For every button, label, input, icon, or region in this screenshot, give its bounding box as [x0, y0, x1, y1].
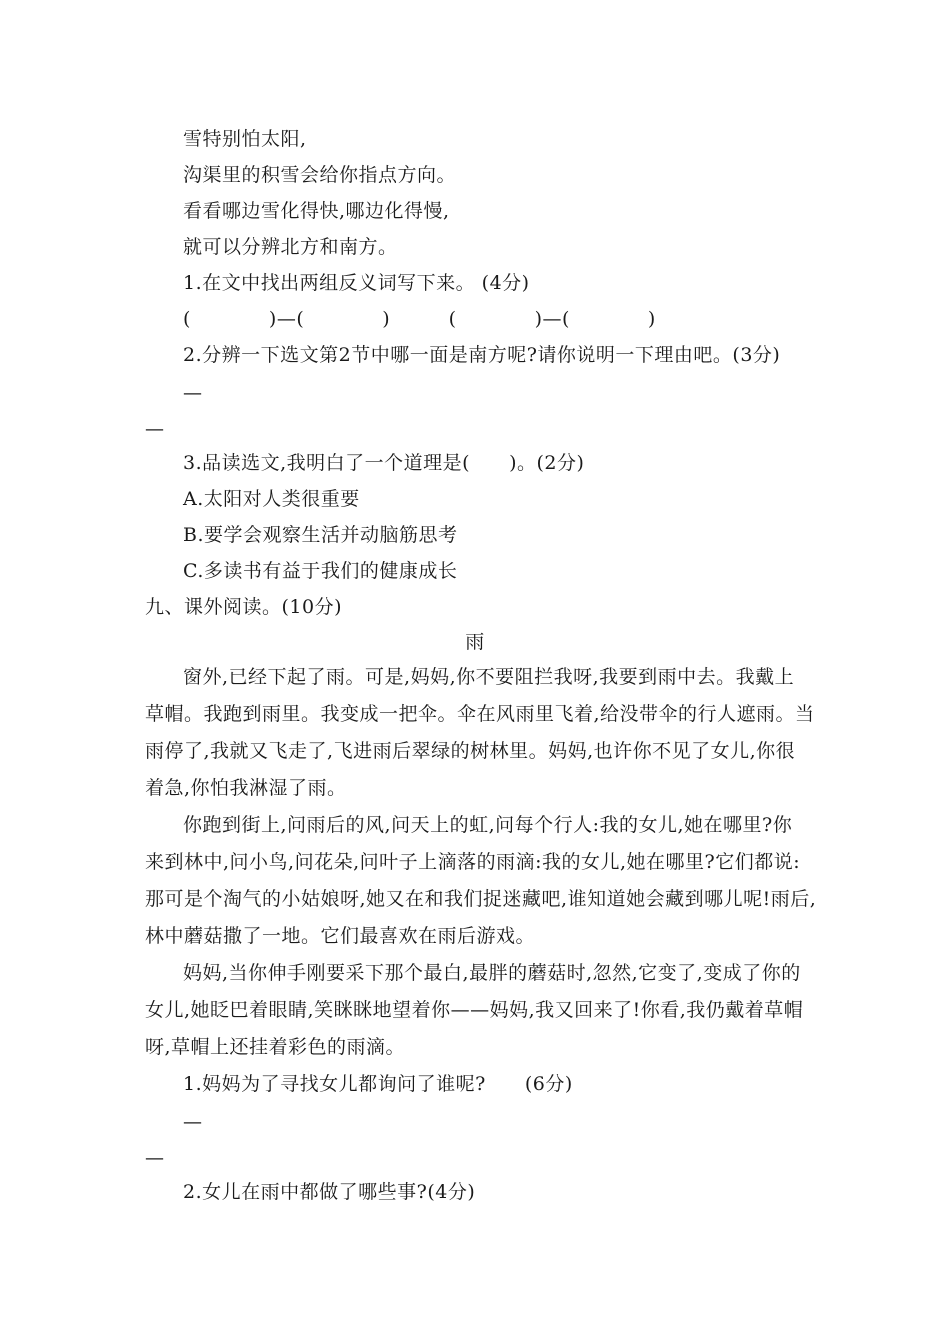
poem-line-3: 看看哪边雪化得快,哪边化得慢,	[183, 200, 450, 222]
option-a[interactable]: A.太阳对人类很重要	[183, 488, 360, 510]
passage-line-9: 妈妈,当你伸手刚要采下那个最白,最胖的蘑菇时,忽然,它变了,变成了你的	[183, 962, 801, 984]
passage-line-4: 着急,你怕我淋湿了雨。	[145, 777, 347, 799]
passage-line-7: 那可是个淘气的小姑娘呀,她又在和我们捉迷藏吧,谁知道她会藏到哪儿呢!雨后,	[145, 888, 817, 910]
question-3: 3.品读选文,我明白了一个道理是( )。(2分)	[183, 452, 585, 474]
question-1: 1.在文中找出两组反义词写下来。 (4分)	[183, 272, 530, 294]
passage-line-2: 草帽。我跑到雨里。我变成一把伞。伞在风雨里飞着,给没带伞的行人遮雨。当	[145, 703, 815, 725]
passage-line-8: 林中蘑菇撒了一地。它们最喜欢在雨后游戏。	[145, 925, 536, 947]
passage-line-1: 窗外,已经下起了雨。可是,妈妈,你不要阻拦我呀,我要到雨中去。我戴上	[183, 666, 795, 688]
question-2: 2.分辨一下选文第2节中哪一面是南方呢?请你说明一下理由吧。(3分)	[183, 344, 781, 366]
poem-line-2: 沟渠里的积雪会给你指点方向。	[183, 164, 457, 186]
passage-title: 雨	[465, 631, 485, 653]
passage-line-5: 你跑到街上,问雨后的风,问天上的虹,问每个行人:我的女儿,她在哪里?你	[183, 814, 793, 836]
poem-line-4: 就可以分辨北方和南方。	[183, 236, 398, 258]
answer-line-r1-a[interactable]: —	[183, 1111, 203, 1133]
poem-line-1: 雪特别怕太阳,	[183, 128, 307, 150]
answer-line-q2-a[interactable]: —	[183, 382, 203, 404]
answer-line-r1-b[interactable]: —	[145, 1147, 165, 1169]
section-heading: 九、课外阅读。(10分)	[145, 596, 343, 618]
option-c[interactable]: C.多读书有益于我们的健康成长	[183, 560, 458, 582]
reading-question-2: 2.女儿在雨中都做了哪些事?(4分)	[183, 1181, 476, 1203]
option-b[interactable]: B.要学会观察生活并动脑筋思考	[183, 524, 458, 546]
passage-line-11: 呀,草帽上还挂着彩色的雨滴。	[145, 1036, 406, 1058]
antonym-answer-blanks[interactable]: ( )—( ) ( )—( )	[183, 308, 656, 330]
passage-line-6: 来到林中,问小鸟,问花朵,问叶子上滴落的雨滴:我的女儿,她在哪里?它们都说:	[145, 851, 801, 873]
passage-line-3: 雨停了,我就又飞走了,飞进雨后翠绿的树林里。妈妈,也许你不见了女儿,你很	[145, 740, 796, 762]
passage-line-10: 女儿,她眨巴着眼睛,笑眯眯地望着你——妈妈,我又回来了!你看,我仍戴着草帽	[145, 999, 804, 1021]
reading-question-1: 1.妈妈为了寻找女儿都询问了谁呢? (6分)	[183, 1073, 573, 1095]
answer-line-q2-b[interactable]: —	[145, 418, 165, 440]
